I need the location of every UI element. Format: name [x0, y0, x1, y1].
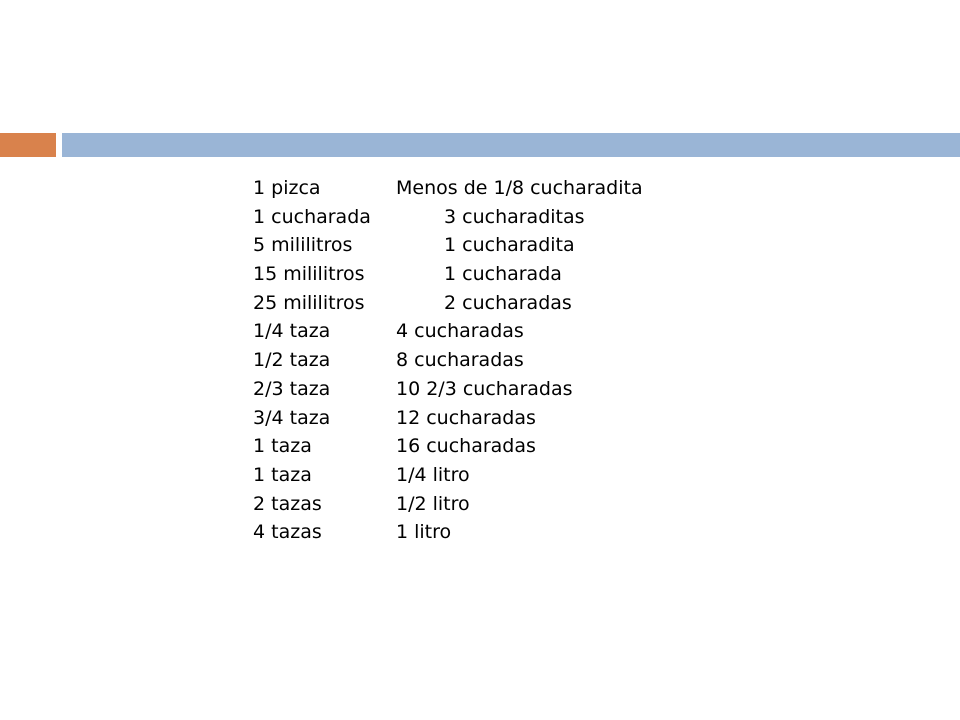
to-cell: Menos de 1/8 cucharadita — [396, 177, 643, 199]
from-cell: 1 pizca — [253, 177, 321, 199]
from-cell: 1/2 taza — [253, 349, 331, 372]
to-cell: 12 cucharadas — [396, 406, 536, 429]
to-cell: 1 litro — [396, 521, 452, 544]
from-cell: 1 taza — [253, 435, 312, 458]
from-cell: 2/3 taza — [253, 377, 331, 400]
from-cell: 2 tazas — [253, 492, 322, 515]
to-cell: 1 cucharada — [444, 263, 562, 286]
from-cell: 1 cucharada — [253, 205, 371, 228]
from-cell: 4 tazas — [253, 521, 322, 544]
header-bar — [62, 133, 960, 157]
to-cell: 3 cucharaditas — [444, 205, 585, 228]
from-cell: 25 mililitros — [253, 291, 365, 314]
to-cell: 1 cucharadita — [444, 234, 575, 257]
from-cell: 1/4 taza — [253, 320, 331, 343]
accent-bar — [0, 133, 56, 157]
from-cell: 15 mililitros — [253, 263, 365, 286]
to-cell: 8 cucharadas — [396, 349, 524, 372]
from-cell: 5 mililitros — [253, 234, 353, 257]
to-cell: 10 2/3 cucharadas — [396, 377, 573, 400]
to-cell: 4 cucharadas — [396, 320, 524, 343]
to-cell: 16 cucharadas — [396, 435, 536, 458]
from-cell: 3/4 taza — [253, 406, 331, 429]
to-cell: 1/2 litro — [396, 492, 470, 515]
from-cell: 1 taza — [253, 463, 312, 486]
to-cell: 1/4 litro — [396, 463, 470, 486]
to-cell: 2 cucharadas — [444, 291, 572, 314]
